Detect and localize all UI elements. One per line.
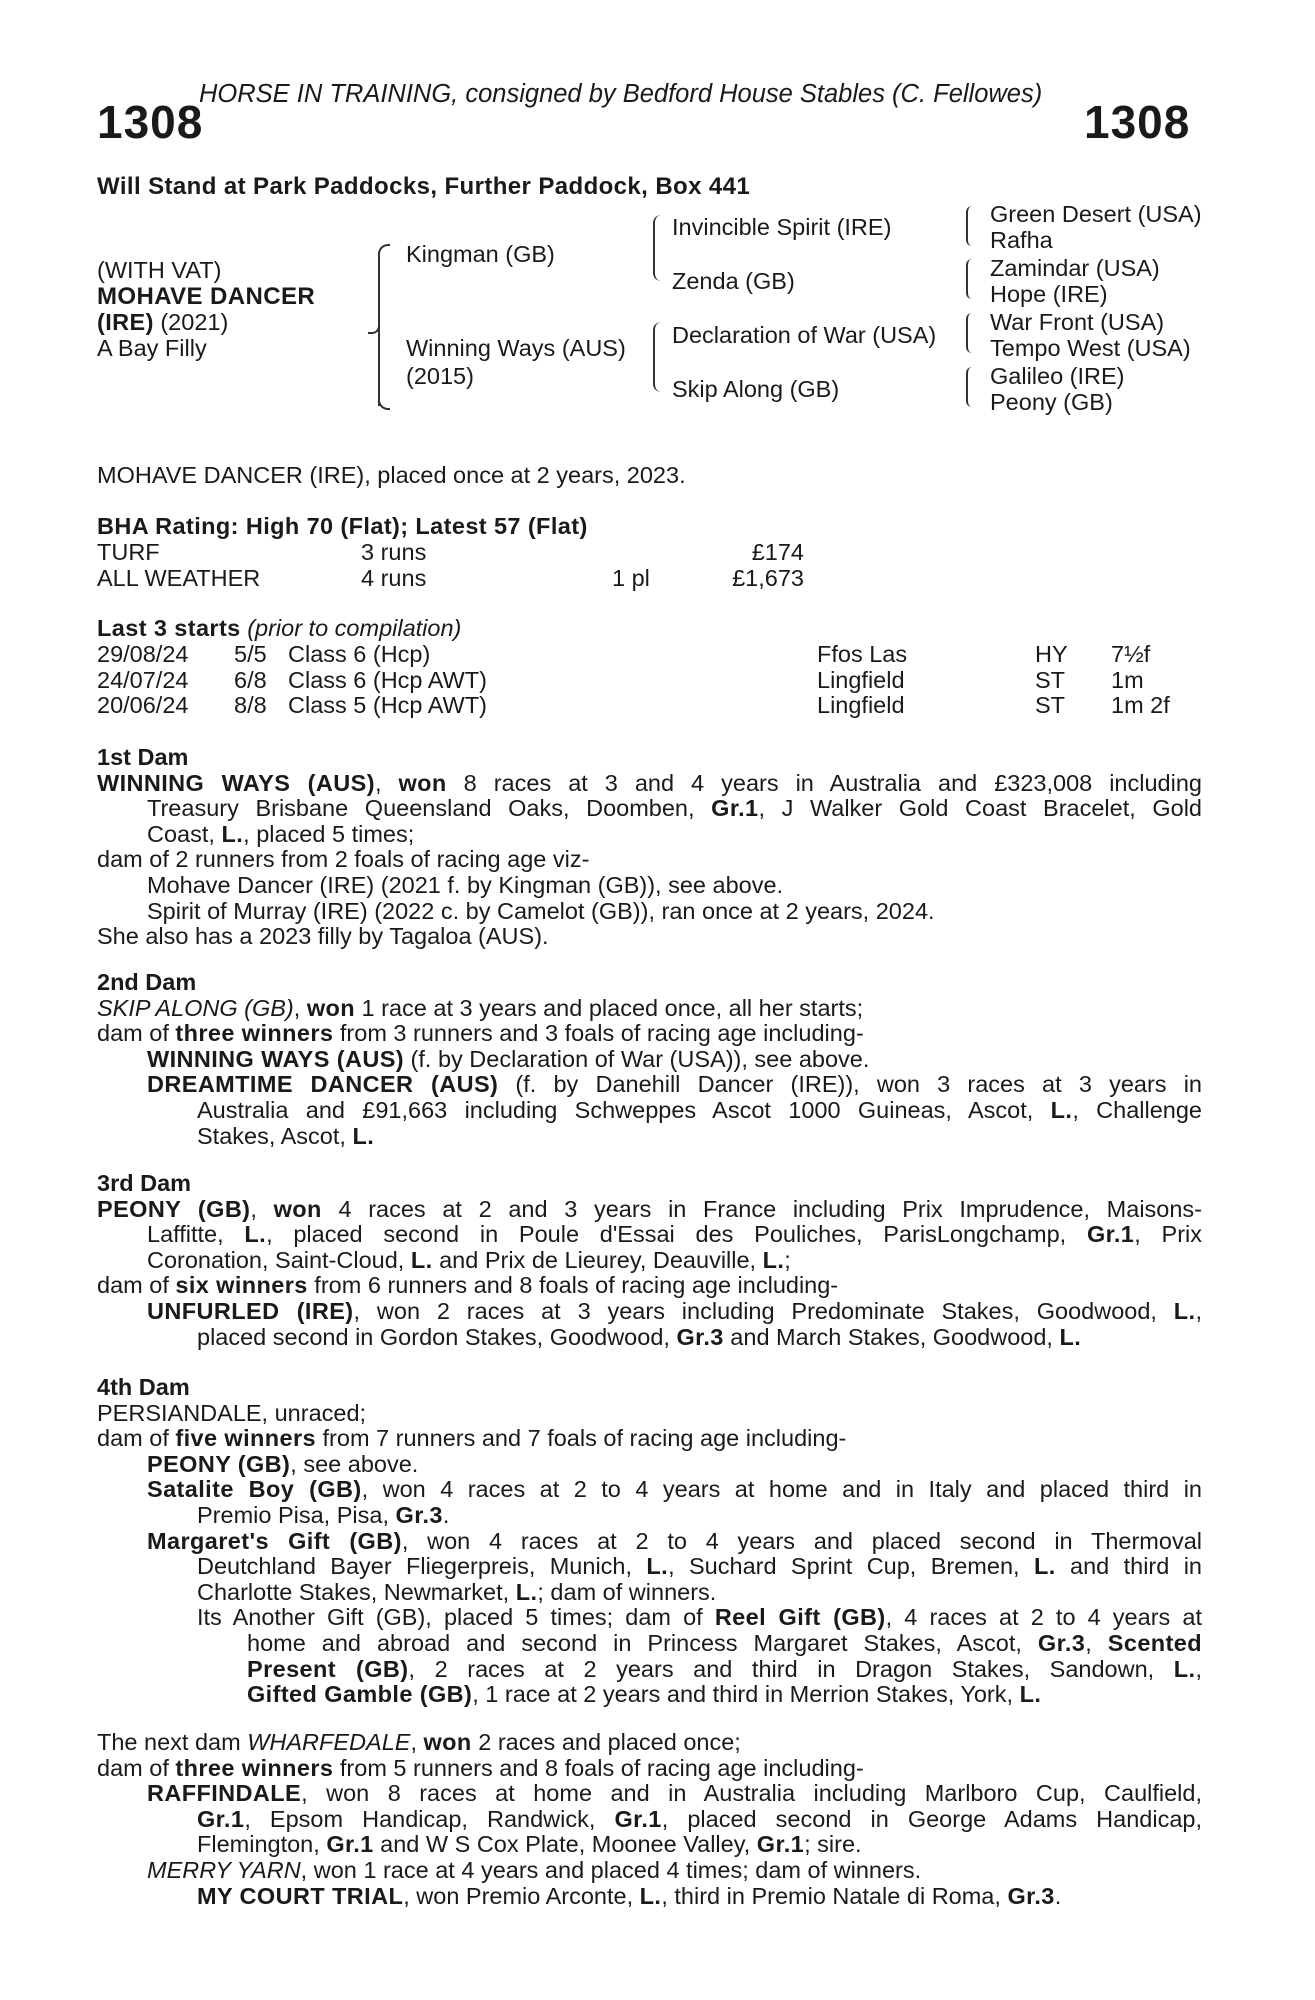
start-going: ST xyxy=(1035,692,1066,719)
text: ; dam of winners. xyxy=(537,1578,717,1605)
dam-line xyxy=(97,822,1202,848)
start-row xyxy=(97,642,1170,668)
text: , 4 races at 2 to 4 years at xyxy=(885,1604,1202,1631)
grade: L. xyxy=(639,1882,662,1909)
text: , placed second in Poule d'Essai des Pouliches, ParisLongchamp, xyxy=(266,1221,1087,1248)
text: dam of xyxy=(97,1272,176,1299)
text: Deutchland Bayer Fliegerpreis, Munich, xyxy=(197,1553,647,1580)
grade: Gr.1 xyxy=(756,1831,805,1858)
g-brace-2 xyxy=(966,259,974,299)
horse-country: (IRE) xyxy=(97,309,154,335)
dam-line xyxy=(97,1858,1202,1884)
runs: 3 runs xyxy=(361,539,427,565)
second-dam-heading: 2nd Dam xyxy=(97,969,197,995)
dam-line xyxy=(97,1047,1202,1073)
dam-line xyxy=(97,1299,1202,1325)
start-date: 24/07/24 xyxy=(97,666,189,693)
dam-line xyxy=(97,1807,1202,1833)
vat-note: (WITH VAT) xyxy=(97,257,222,283)
start-going: HY xyxy=(1035,641,1068,667)
grade: Gr.3 xyxy=(676,1323,724,1350)
dam-line xyxy=(97,1781,1202,1807)
dam-year: (2015) xyxy=(406,363,474,389)
text: , 1 race at 2 years and third in Merrion Stakes, York, xyxy=(472,1681,1020,1708)
progeny-name: WINNING WAYS (AUS) xyxy=(147,1045,405,1072)
earnings: £1,673 xyxy=(732,564,804,591)
sep: , xyxy=(374,769,399,796)
lot-number-left: 1308 xyxy=(97,96,204,148)
sep: , xyxy=(410,1729,424,1755)
text: Charlotte Stakes, Newmarket, xyxy=(197,1578,516,1605)
dam-line xyxy=(97,1730,1202,1756)
text: (f. by Declaration of War (USA)), see above. xyxy=(404,1045,870,1072)
winners-count: five winners xyxy=(175,1425,316,1452)
text: dam of xyxy=(97,1754,176,1781)
text: Coast, xyxy=(147,820,222,847)
grade: L. xyxy=(515,1578,538,1605)
text: placed second in Gordon Stakes, Goodwood, xyxy=(197,1323,677,1350)
dam-line xyxy=(97,1631,1202,1657)
earnings: £174 xyxy=(751,539,804,565)
won-label: won xyxy=(398,769,447,796)
dam-line xyxy=(97,1197,1202,1223)
granddam-3: Tempo West (USA) xyxy=(990,335,1191,361)
grandsire-4: Galileo (IRE) xyxy=(990,363,1125,389)
grade: L. xyxy=(1059,1323,1082,1350)
fourth-dam-heading: 4th Dam xyxy=(97,1374,190,1400)
start-date: 20/06/24 xyxy=(97,692,189,719)
grade: L. xyxy=(1033,1553,1056,1580)
next-dam-section xyxy=(97,1730,1202,1909)
fourth-dam-section xyxy=(97,1375,1202,1708)
progeny-name: MERRY YARN xyxy=(147,1856,301,1883)
text: Laffitte, xyxy=(147,1221,245,1248)
grade: Gr.1 xyxy=(711,795,759,822)
text: Stakes, Ascot, xyxy=(197,1122,353,1149)
text: home and abroad and second in Princess Margaret Stakes, Ascot, xyxy=(247,1629,1038,1656)
start-going: ST xyxy=(1035,666,1066,693)
text: 8 races at 3 and 4 years in Australia and £323,008 including xyxy=(446,769,1202,796)
progeny-name: Satalite Boy (GB) xyxy=(147,1476,362,1503)
start-class: Class 5 (Hcp AWT) xyxy=(288,692,487,719)
grade: Gr.1 xyxy=(614,1805,662,1832)
dam-line xyxy=(97,996,1202,1022)
text: 1 race at 3 years and placed once, all her starts; xyxy=(355,994,864,1021)
last-starts-heading: Last 3 starts xyxy=(97,615,241,641)
progeny-name: MY COURT TRIAL xyxy=(197,1882,404,1909)
text: and Prix de Lieurey, Deauville, xyxy=(432,1246,763,1273)
dam-line xyxy=(97,796,1202,822)
text: , won 8 races at home and in Australia including Marlboro Cup, Caulfield, xyxy=(301,1780,1202,1807)
text: Premio Pisa, Pisa, xyxy=(197,1501,396,1528)
first-dam-section xyxy=(97,745,1202,950)
dam-line xyxy=(97,1657,1202,1683)
dam-sire: Declaration of War (USA) xyxy=(672,322,937,348)
g-brace-3 xyxy=(966,313,974,353)
horse-description: A Bay Filly xyxy=(97,335,207,361)
dam-line xyxy=(97,1503,1202,1529)
sire-name: Kingman (GB) xyxy=(406,241,555,267)
start-position: 6/8 xyxy=(234,666,267,693)
text: , placed second in George Adams Handicap, xyxy=(661,1805,1202,1832)
granddam-1: Rafha xyxy=(990,227,1053,253)
placed: 1 pl xyxy=(612,564,650,591)
dam-line xyxy=(97,771,1202,797)
grade: L. xyxy=(352,1122,375,1149)
text: , xyxy=(1195,1655,1202,1682)
dam-line: PERSIANDALE, unraced; xyxy=(97,1399,367,1426)
text: ; sire. xyxy=(804,1831,862,1858)
dam-line xyxy=(97,1021,1202,1047)
start-course: Ffos Las xyxy=(817,641,908,667)
text: , won 4 races at 2 to 4 years and placed second in Thermoval xyxy=(401,1527,1202,1554)
won-label: won xyxy=(273,1195,322,1222)
text: , J Walker Gold Coast Bracelet, Gold xyxy=(758,795,1202,822)
ratings-table xyxy=(97,540,804,591)
sire-sire: Invincible Spirit (IRE) xyxy=(672,214,892,240)
start-course: Lingfield xyxy=(817,666,905,693)
dam-line: She also has a 2023 filly by Tagaloa (AUS). xyxy=(97,923,549,950)
sire-dam: Zenda (GB) xyxy=(672,268,795,294)
dam-line xyxy=(97,1124,1202,1150)
g-brace-4 xyxy=(966,367,974,407)
bha-rating-heading: BHA Rating: High 70 (Flat); Latest 57 (Flat) xyxy=(97,513,588,539)
text: . xyxy=(1054,1882,1062,1909)
text: , won 2 races at 3 years including Predominate Stakes, Goodwood, xyxy=(353,1297,1174,1324)
text: , Prix xyxy=(1134,1221,1203,1248)
text: , Challenge xyxy=(1072,1096,1203,1123)
dam-line xyxy=(97,1529,1202,1555)
text: ; xyxy=(784,1246,791,1273)
grade: L. xyxy=(762,1246,785,1273)
dam-line xyxy=(97,1580,1202,1606)
grade: Gr.1 xyxy=(1086,1221,1135,1248)
text: Coronation, Saint-Cloud, xyxy=(147,1246,411,1273)
g-brace-1 xyxy=(966,206,974,246)
grandsire-1: Green Desert (USA) xyxy=(990,201,1202,227)
stabling-location: Will Stand at Park Paddocks, Further Paddock, Box 441 xyxy=(97,173,751,200)
text: from 6 runners and 8 foals of racing age including- xyxy=(307,1272,839,1299)
ratings-row xyxy=(97,540,804,566)
horse-name: MOHAVE DANCER xyxy=(97,283,316,310)
dam-line xyxy=(97,1832,1202,1858)
pedigree-brace-main-bottom xyxy=(378,398,390,410)
text: , won 4 races at 2 to 4 years at home and in Italy and placed third in xyxy=(361,1476,1202,1503)
dam-line xyxy=(97,1098,1202,1124)
text: from 5 runners and 8 foals of racing age including- xyxy=(333,1754,864,1781)
start-course: Lingfield xyxy=(817,692,905,719)
dam-line xyxy=(97,1554,1202,1580)
text: Australia and £91,663 including Schweppes Ascot 1000 Guineas, Ascot, xyxy=(197,1096,1051,1123)
text: , xyxy=(1195,1297,1203,1324)
start-distance: 7½f xyxy=(1111,641,1151,667)
lot-number-right: 1308 xyxy=(1084,96,1191,148)
race-summary: MOHAVE DANCER (IRE), placed once at 2 years, 2023. xyxy=(97,462,686,488)
progeny-name: Scented xyxy=(1107,1629,1202,1656)
text: and March Stakes, Goodwood, xyxy=(723,1323,1060,1350)
placed xyxy=(612,540,724,566)
last-starts-note: (prior to compilation) xyxy=(247,615,462,641)
text: dam of xyxy=(97,1425,176,1452)
dam-line xyxy=(97,1426,1202,1452)
dam-name: Winning Ways (AUS) xyxy=(406,335,626,361)
sep: , xyxy=(250,1195,274,1222)
consignor-line: HORSE IN TRAINING, consigned by Bedford House Stables (C. Fellowes) xyxy=(199,80,1043,108)
winners-count: three winners xyxy=(175,1020,334,1047)
horse-year: (2021) xyxy=(160,309,229,335)
dam-name: WHARFEDALE xyxy=(247,1729,411,1755)
start-row xyxy=(97,693,1170,719)
text: , xyxy=(1085,1629,1108,1656)
text: and W S Cox Plate, Moonee Valley, xyxy=(373,1831,757,1858)
progeny-name: Margaret's Gift (GB) xyxy=(147,1527,402,1554)
last-starts-table xyxy=(97,642,1170,719)
dam-line xyxy=(97,1605,1202,1631)
dam-line xyxy=(97,1222,1202,1248)
runs: 4 runs xyxy=(361,564,427,591)
third-dam-heading: 3rd Dam xyxy=(97,1170,192,1196)
text: , Suchard Sprint Cup, Bremen, xyxy=(668,1553,1034,1580)
start-distance: 1m 2f xyxy=(1111,692,1170,719)
text: Flemington, xyxy=(197,1831,327,1858)
grade: L. xyxy=(1050,1096,1073,1123)
text: , won Premio Arconte, xyxy=(403,1882,640,1909)
grade: L. xyxy=(221,820,244,847)
text: 4 races at 2 and 3 years in France including Prix Imprudence, Maisons- xyxy=(321,1195,1203,1222)
start-position: 5/5 xyxy=(234,641,267,667)
pedigree-brace-main-top xyxy=(378,244,390,256)
text: , placed 5 times; xyxy=(243,820,415,847)
grandsire-2: Zamindar (USA) xyxy=(990,255,1160,281)
start-class: Class 6 (Hcp AWT) xyxy=(288,666,487,693)
dam-line: Spirit of Murray (IRE) (2022 c. by Camelot (GB)), ran once at 2 years, 2024. xyxy=(147,897,935,924)
text: , Epsom Handicap, Randwick, xyxy=(244,1805,615,1832)
dam-line xyxy=(97,1273,1202,1299)
dam-line xyxy=(97,1072,1202,1098)
grade: Gr.1 xyxy=(197,1805,245,1832)
start-distance: 1m xyxy=(1111,666,1144,693)
text: Its Another Gift (GB), placed 5 times; dam of xyxy=(197,1604,715,1631)
sep: , xyxy=(293,994,307,1021)
grade: L. xyxy=(1173,1655,1196,1682)
won-label: won xyxy=(423,1729,472,1755)
text: from 3 runners and 3 foals of racing age including- xyxy=(333,1020,864,1047)
horse-origin xyxy=(97,310,228,336)
text: . xyxy=(442,1501,450,1528)
text: and third in xyxy=(1055,1553,1202,1580)
second-dam-section xyxy=(97,970,1202,1149)
progeny-name: UNFURLED (IRE) xyxy=(147,1297,354,1324)
dam-name: SKIP ALONG (GB) xyxy=(97,994,294,1021)
sire-brace xyxy=(653,215,663,281)
text: , third in Premio Natale di Roma, xyxy=(661,1882,1008,1909)
dam-line xyxy=(97,1477,1202,1503)
grade: Gr.1 xyxy=(326,1831,374,1858)
granddam-4: Peony (GB) xyxy=(990,389,1113,415)
surface: ALL WEATHER xyxy=(97,564,261,591)
dam-line: Mohave Dancer (IRE) (2021 f. by Kingman (GB)), see above. xyxy=(147,871,784,898)
grade: L. xyxy=(410,1246,433,1273)
grade: L. xyxy=(646,1553,669,1580)
granddam-2: Hope (IRE) xyxy=(990,281,1108,307)
text: The next dam xyxy=(97,1729,248,1755)
grade: L. xyxy=(1173,1297,1196,1324)
dam-dam: Skip Along (GB) xyxy=(672,376,840,402)
third-dam-section xyxy=(97,1171,1202,1350)
progeny-name: RAFFINDALE xyxy=(147,1780,302,1807)
text: (f. by Danehill Dancer (IRE)), won 3 races at 3 years in xyxy=(498,1071,1202,1098)
text: , 2 races at 2 years and third in Dragon Stakes, Sandown, xyxy=(408,1655,1174,1682)
surface: TURF xyxy=(97,539,160,565)
text: from 7 runners and 7 foals of racing age including- xyxy=(316,1425,847,1452)
start-date: 29/08/24 xyxy=(97,641,189,667)
dam-line xyxy=(97,1452,1202,1478)
dam-name: WINNING WAYS (AUS) xyxy=(97,769,375,796)
text: , see above. xyxy=(290,1450,419,1477)
progeny-name: Reel Gift (GB) xyxy=(714,1604,886,1631)
dam-line: dam of 2 runners from 2 foals of racing age viz- xyxy=(97,846,590,873)
grade: Gr.3 xyxy=(1007,1882,1055,1909)
dam-line xyxy=(97,1756,1202,1782)
dam-name: PEONY (GB) xyxy=(97,1195,251,1222)
dam-brace xyxy=(653,322,663,392)
first-dam-heading: 1st Dam xyxy=(97,744,189,770)
progeny-name: Present (GB) xyxy=(247,1655,409,1682)
last-starts-heading-line xyxy=(97,616,461,642)
grandsire-3: War Front (USA) xyxy=(990,309,1165,335)
dam-line xyxy=(97,1884,1202,1910)
text: Treasury Brisbane Queensland Oaks, Doomben, xyxy=(147,795,712,822)
won-label: won xyxy=(306,994,356,1021)
start-row xyxy=(97,668,1170,694)
grade: Gr.3 xyxy=(1037,1629,1086,1656)
start-position: 8/8 xyxy=(234,692,267,719)
progeny-name: Gifted Gamble (GB) xyxy=(247,1681,473,1708)
progeny-name: DREAMTIME DANCER (AUS) xyxy=(147,1071,499,1098)
progeny-name: PEONY (GB) xyxy=(147,1450,291,1477)
text: , won 1 race at 4 years and placed 4 times; dam of winners. xyxy=(300,1856,922,1883)
text: 2 races and placed once; xyxy=(471,1729,741,1755)
winners-count: six winners xyxy=(175,1272,308,1299)
dam-line xyxy=(97,1325,1202,1351)
ratings-row xyxy=(97,566,804,592)
dam-line xyxy=(97,1248,1202,1274)
text: dam of xyxy=(97,1020,176,1047)
grade: Gr.3 xyxy=(395,1501,443,1528)
winners-count: three winners xyxy=(175,1754,334,1781)
grade: L. xyxy=(244,1221,267,1248)
start-class: Class 6 (Hcp) xyxy=(288,641,431,667)
dam-line xyxy=(97,1682,1202,1708)
grade: L. xyxy=(1019,1681,1042,1708)
